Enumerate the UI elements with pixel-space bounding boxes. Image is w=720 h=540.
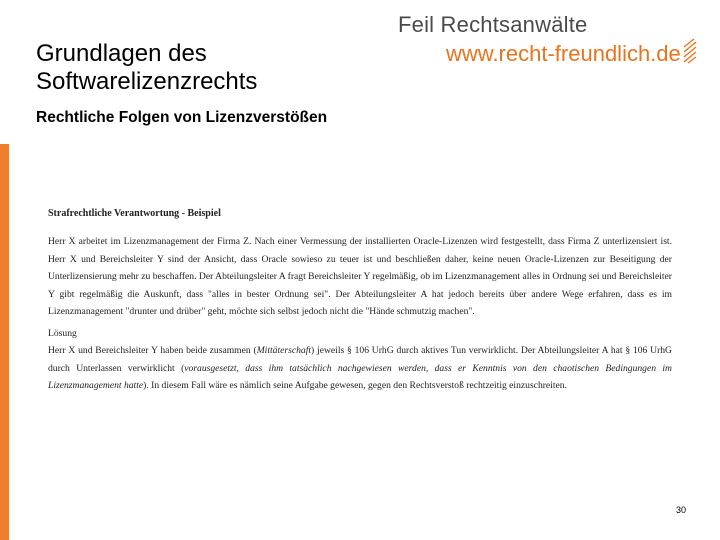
solution-text-part: ) jeweils § 106 UrhG durch aktives Tun verwirklicht. Der Abteilungsleiter A hat § 106 UrhG durch Unterlassen verwirklicht ( xyxy=(48,345,672,374)
case-description: Herr X arbeitet im Lizenzmanagement der Firma Z. Nach einer Vermessung der installierten Oracle-Lizenzen wird festgestellt, dass Firma Z unterlizensiert ist. Herr X und Bereichsleiter Y sind der Ansicht, dass Oracle sowieso zu teuer ist und beschließen daher, keine neuen Oracle-Lizenzen zur Beseitigung der Unterlizensierung mehr zu beschaffen. Der Abteilungsleiter A fragt Bereichsleiter Y regelmäßig, ob im Lizenzmanagement alles in Ordnung sei und Bereichsleiter Y gibt regelmäßig die Auskunft, dass "alles in bester Ordnung sei". Der Abteilungsleiter A hat jedoch bereits über andere Wege erfahren, dass es im Lizenzmanagement "drunter und drüber" geht, möchte sich selbst jedoch nicht die "Hände schmutzig machen". xyxy=(48,236,672,317)
content-body xyxy=(48,208,672,395)
solution-italic-term: Mittäterschaft xyxy=(256,345,312,356)
logo-hatch-icon xyxy=(682,38,698,64)
page-number: 30 xyxy=(676,505,687,515)
solution-text xyxy=(48,342,672,395)
solution-text-part: Herr X und Bereichsleiter Y haben beide zusammen ( xyxy=(48,345,257,356)
logo-company-name: Feil Rechtsanwälte xyxy=(398,12,588,37)
slide-title: Grundlagen des Softwarelizenzrechts xyxy=(36,40,258,95)
solution-text-part: ). In diesem Fall wäre es nämlich seine Aufgabe gewesen, gegen den Rechtsverstoß rechtzeitig einzuschreiten. xyxy=(143,380,567,391)
slide-subtitle: Rechtliche Folgen von Lizenzverstößen xyxy=(36,109,328,126)
solution-italic-condition: vorausgesetzt, dass ihm tatsächlich nachgewiesen werden, dass er Kenntnis von den chaotischen Bedingungen im Lizenzmanagement hatte xyxy=(48,362,672,391)
solution-label: Lösung xyxy=(48,327,77,339)
logo-website-url: www.recht-freundlich.de xyxy=(446,41,681,66)
company-logo xyxy=(396,12,706,72)
left-accent-bar xyxy=(0,144,9,540)
section-heading: Strafrechtliche Verantwortung - Beispiel xyxy=(48,208,221,219)
